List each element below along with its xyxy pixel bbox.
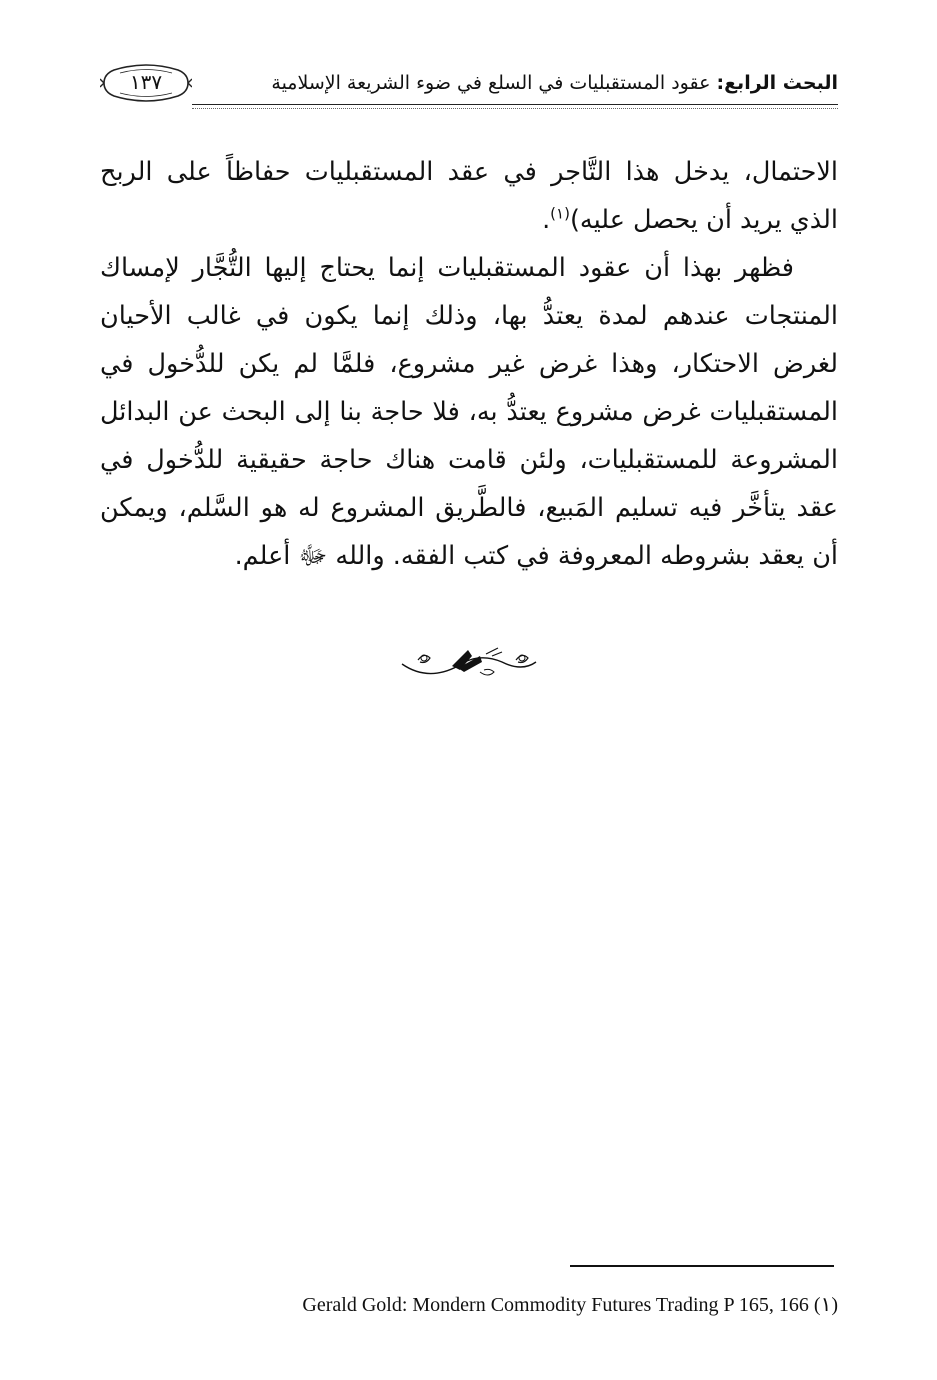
paragraph-2: فظهر بهذا أن عقود المستقبليات إنما يحتاج إليها التُّجَّار لإمساك المنتجات عندهم لمدة يعتدُّ بها، وذلك إنما يكون في غالب الأحيان لغرض الاحتكار، وهذا غرض غير مشروع، فلمَّا لم يكن للدُّخول في المستقبليات غرض مشروع يعتدُّ به، فلا حاجة بنا إلى البحث عن البدائل المشروعة للمستقبليات، ولئن قامت هناك حاجة حقيقية للدُّخول في عقد يتأخَّر فيه تسليم المَبيع، فالطَّريق المشروع له هو السَّلم، ويمكن أن يعقد بشروطه المعروفة في كتب الفقه. والله ﷻ أعلم.: [100, 253, 838, 571]
header-rule: [192, 104, 838, 105]
footnote-marker: (١): [813, 1294, 838, 1316]
footnote-text: Gerald Gold: Mondern Commodity Futures Trading P 165, 166: [302, 1294, 809, 1316]
page-number: ١٣٧: [129, 70, 163, 94]
paragraph-1: [100, 148, 838, 244]
paragraph-1-end: .: [542, 205, 551, 235]
footnote: [100, 1292, 838, 1317]
header-title: [271, 72, 838, 94]
section-end-ornament-icon: [398, 642, 540, 686]
book-title: عقود المستقبليات في السلع في ضوء الشريعة الإسلامية: [271, 72, 711, 94]
header-rule-dotted: [192, 108, 838, 109]
main-text: [100, 148, 838, 580]
footnote-reference[interactable]: (١): [550, 204, 570, 223]
paragraph-1-text: الاحتمال، يدخل هذا التَّاجر في عقد المستقبليات حفاظاً على الربح الذي يريد أن يحصل عليه): [100, 157, 838, 235]
chapter-label: البحث الرابع:: [716, 72, 838, 94]
page-number-badge: [100, 62, 192, 104]
footnote-rule: [570, 1265, 834, 1267]
running-header: [100, 62, 838, 110]
